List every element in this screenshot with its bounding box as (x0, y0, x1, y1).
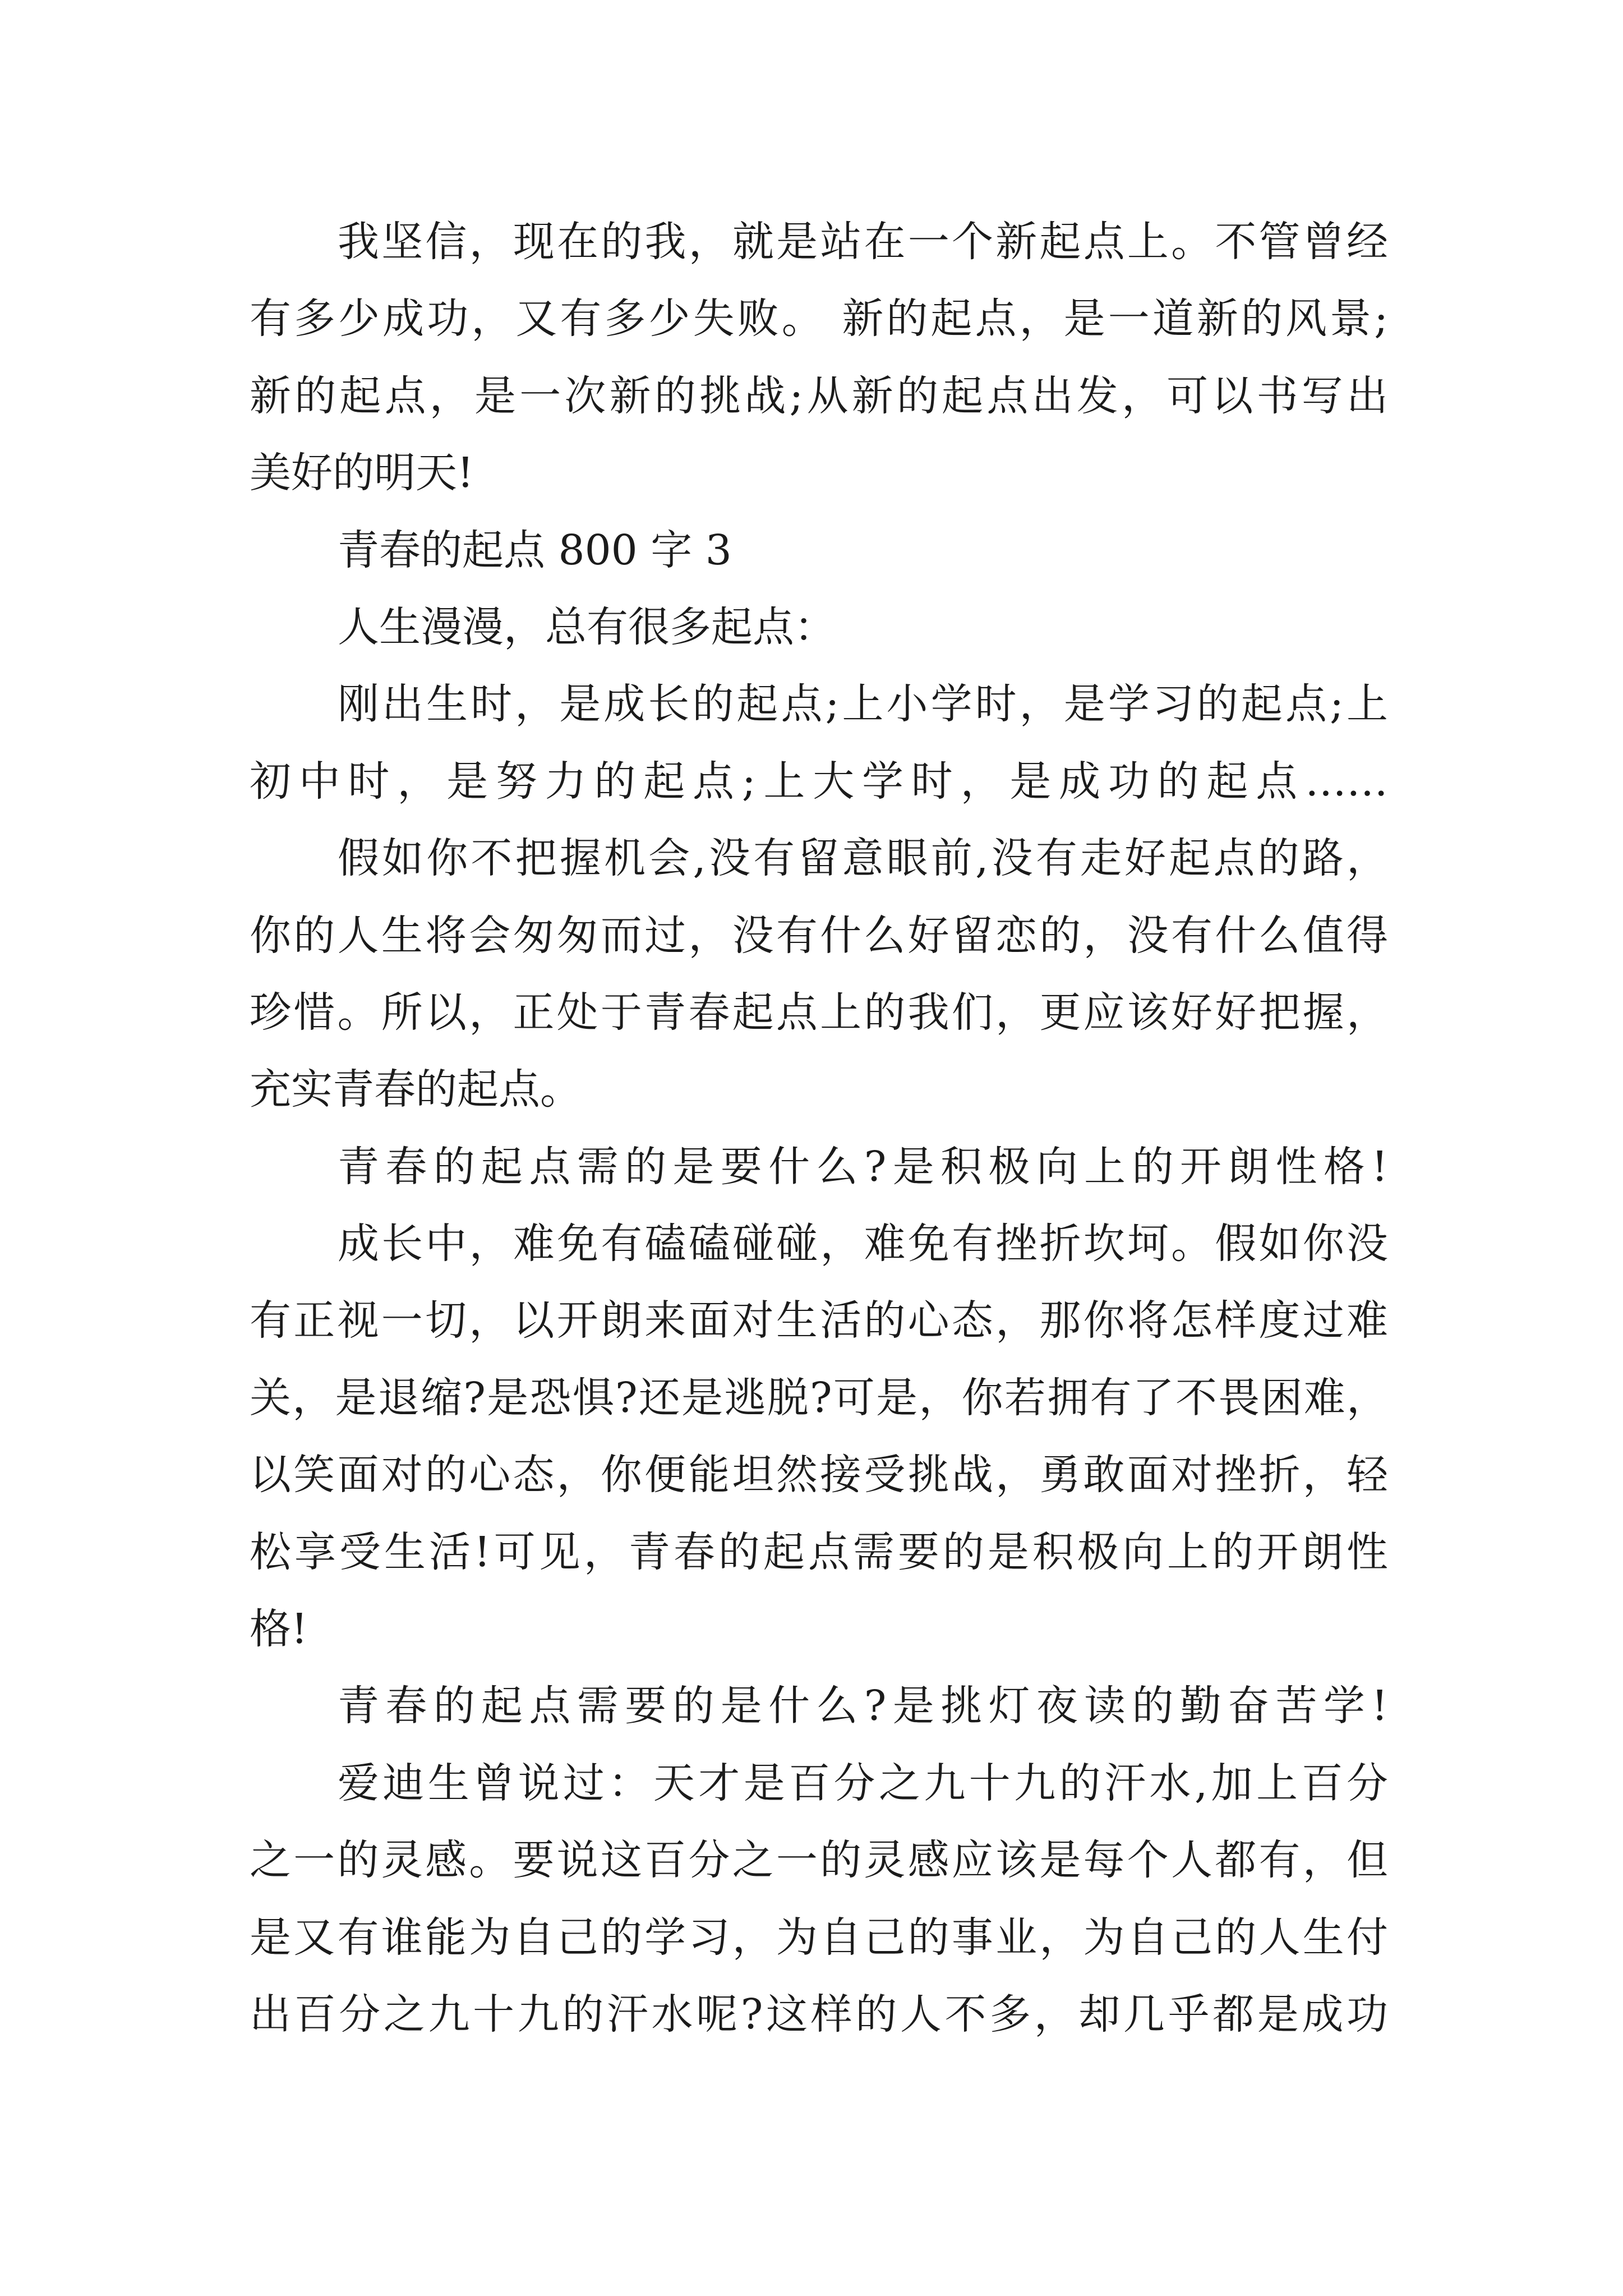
text-line (250, 1437, 1388, 1513)
text-line-content: 刚出生时，是成长的起点;上小学时，是学习的起点;上 (338, 680, 1388, 729)
paragraph (250, 666, 1388, 820)
text-line (250, 1360, 1388, 1437)
document-body (250, 204, 1388, 2053)
text-line-content: 之一的灵感。要说这百分之一的灵感应该是每个人都有，但 (250, 1836, 1388, 1885)
text-line (250, 1976, 1388, 2053)
text-line-content: 关，是退缩?是恐惧?还是逃脱?可是，你若拥有了不畏困难， (250, 1373, 1388, 1422)
text-line (250, 1051, 1388, 1128)
text-line (250, 1591, 1388, 1668)
paragraph (250, 820, 1388, 1129)
paragraph (250, 512, 1388, 589)
text-line-content: 松享受生活!可见，青春的起点需要的是积极向上的开朗性 (250, 1527, 1388, 1576)
paragraph (250, 1205, 1388, 1668)
text-line (250, 1745, 1388, 1822)
text-line (250, 1899, 1388, 1976)
text-line-content: 成长中，难免有磕磕碰碰，难免有挫折坎坷。假如你没 (338, 1220, 1388, 1268)
text-line-content: 有正视一切，以开朗来面对生活的心态，那你将怎样度过难 (250, 1296, 1388, 1345)
text-line-content: 初中时，是努力的起点;上大学时，是成功的起点…… (250, 757, 1388, 806)
text-line-content: 假如你不把握机会,没有留意眼前,没有走好起点的路， (338, 834, 1388, 883)
text-line-content: 格! (250, 1605, 308, 1654)
text-line (250, 512, 1388, 589)
text-line-content: 是又有谁能为自己的学习，为自己的事业，为自己的人生付 (250, 1913, 1388, 1962)
text-line-content: 有多少成功，又有多少失败。 新的起点，是一道新的风景; (250, 295, 1388, 343)
text-line (250, 1129, 1388, 1205)
paragraph (250, 1745, 1388, 2054)
text-line-content: 美好的明天! (250, 449, 474, 498)
text-line (250, 435, 1388, 512)
text-line-content: 出百分之九十九的汗水呢?这样的人不多，却几乎都是成功 (250, 1990, 1388, 2039)
text-line-content: 新的起点，是一次新的挑战;从新的起点出发，可以书写出 (250, 371, 1388, 420)
paragraph (250, 1668, 1388, 1745)
paragraph (250, 589, 1388, 666)
text-line (250, 1822, 1388, 1899)
text-line (250, 1514, 1388, 1591)
text-line (250, 1668, 1388, 1745)
paragraph (250, 204, 1388, 512)
text-line (250, 358, 1388, 435)
text-line-content: 充实青春的起点。 (250, 1065, 582, 1114)
text-line (250, 280, 1388, 357)
text-line-content: 爱迪生曾说过：天才是百分之九十九的汗水,加上百分 (338, 1759, 1388, 1807)
text-line (250, 898, 1388, 974)
text-line-content: 以笑面对的心态，你便能坦然接受挑战，勇敢面对挫折，轻 (250, 1451, 1388, 1499)
text-line (250, 743, 1388, 820)
text-line (250, 666, 1388, 743)
paragraph (250, 1129, 1388, 1205)
text-line-content: 你的人生将会匆匆而过，没有什么好留恋的，没有什么值得 (250, 911, 1388, 960)
text-line-content: 青春的起点需要的是什么?是挑灯夜读的勤奋苦学! (338, 1682, 1388, 1731)
text-line-content: 人生漫漫，总有很多起点： (338, 602, 836, 651)
text-line (250, 589, 1388, 666)
text-line (250, 204, 1388, 280)
text-line (250, 820, 1388, 897)
text-line-content: 青春的起点需的是要什么?是积极向上的开朗性格! (338, 1142, 1388, 1191)
text-line (250, 1282, 1388, 1359)
text-line-content: 青春的起点 800 字 3 (338, 526, 732, 574)
text-line-content: 珍惜。所以，正处于青春起点上的我们，更应该好好把握， (250, 988, 1388, 1037)
text-line (250, 974, 1388, 1051)
text-line-content: 我坚信，现在的我，就是站在一个新起点上。不管曾经 (338, 218, 1388, 266)
text-line (250, 1205, 1388, 1282)
